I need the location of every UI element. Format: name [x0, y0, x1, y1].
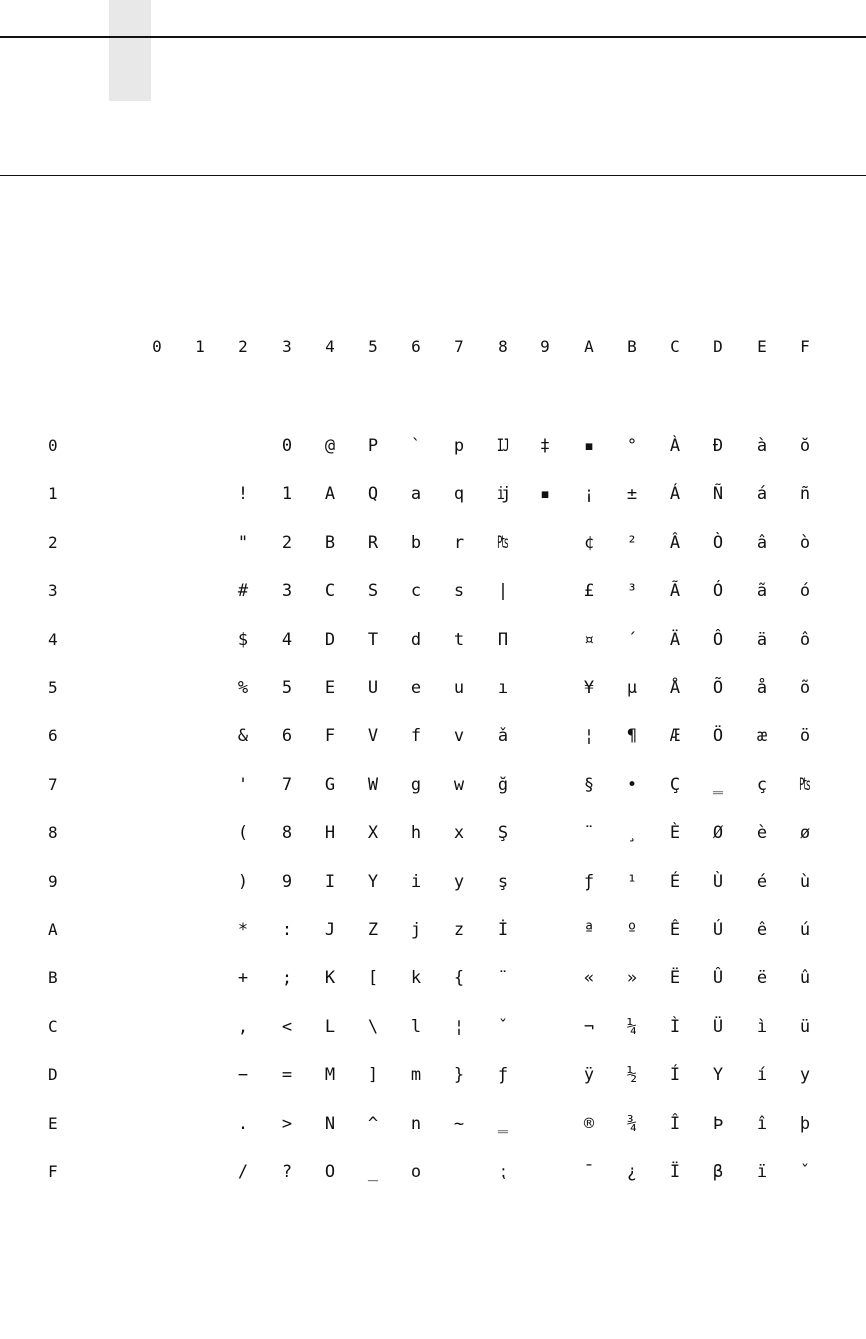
character-cell: L — [324, 1017, 336, 1037]
character-cell: ¨ — [583, 823, 595, 843]
row-header: 4 — [48, 630, 58, 649]
character-cell: Â — [669, 533, 681, 553]
character-cell: ¸ — [626, 823, 638, 843]
character-cell: s — [453, 581, 465, 601]
character-cell: í — [756, 1065, 768, 1085]
character-cell: @ — [324, 436, 336, 456]
character-cell: á — [756, 484, 768, 504]
character-cell: Ò — [712, 533, 724, 553]
character-cell: £ — [583, 581, 595, 601]
character-cell: e — [410, 678, 422, 698]
character-cell: ğ — [497, 775, 509, 795]
character-cell: Ë — [669, 968, 681, 988]
character-cell: z — [453, 920, 465, 940]
column-header: 0 — [152, 337, 162, 356]
character-cell: G — [324, 775, 336, 795]
row-header: 2 — [48, 533, 58, 552]
character-cell: ? — [281, 1162, 293, 1182]
character-cell: c — [410, 581, 422, 601]
character-cell: t — [453, 630, 465, 650]
character-cell: ¿ — [626, 1162, 638, 1182]
character-cell: ä — [756, 630, 768, 650]
character-cell: y — [453, 872, 465, 892]
character-cell: ¹ — [626, 872, 638, 892]
character-cell: . — [237, 1114, 249, 1134]
character-cell: ù — [799, 872, 811, 892]
character-cell: ( — [237, 823, 249, 843]
character-cell: « — [583, 968, 595, 988]
character-cell: % — [237, 678, 249, 698]
character-cell: j — [410, 920, 422, 940]
character-cell: ‗ — [497, 1114, 509, 1134]
character-cell: f — [410, 726, 422, 746]
character-cell: m — [410, 1065, 422, 1085]
character-cell: w — [453, 775, 465, 795]
character-cell: ³ — [626, 581, 638, 601]
character-cell: 9 — [281, 872, 293, 892]
character-cell: ÿ — [583, 1065, 595, 1085]
character-cell: ¬ — [583, 1017, 595, 1037]
character-cell: K — [324, 968, 336, 988]
character-cell: F — [324, 726, 336, 746]
character-cell: p — [453, 436, 465, 456]
character-cell: é — [756, 872, 768, 892]
character-cell: Ç — [669, 775, 681, 795]
character-cell: & — [237, 726, 249, 746]
character-cell: ¼ — [626, 1017, 638, 1037]
character-cell: à — [756, 436, 768, 456]
character-cell: Î — [669, 1114, 681, 1134]
character-cell: 5 — [281, 678, 293, 698]
character-cell: ì — [756, 1017, 768, 1037]
character-cell: X — [367, 823, 379, 843]
character-cell: ¤ — [583, 630, 595, 650]
character-cell: ç — [756, 775, 768, 795]
character-cell: i — [410, 872, 422, 892]
character-cell: ¥ — [583, 678, 595, 698]
character-cell: Á — [669, 484, 681, 504]
character-cell: ˇ — [799, 1162, 811, 1182]
character-cell: o — [410, 1162, 422, 1182]
character-cell: µ — [626, 678, 638, 698]
character-cell: ¦ — [453, 1017, 465, 1037]
character-cell: ë — [756, 968, 768, 988]
character-cell: Ù — [712, 872, 724, 892]
character-cell: ¦ — [583, 726, 595, 746]
character-cell: ş — [497, 872, 509, 892]
character-cell: q — [453, 484, 465, 504]
character-cell: Ĳ — [497, 436, 509, 456]
character-cell: k — [410, 968, 422, 988]
character-cell: _ — [367, 1162, 379, 1182]
character-cell: Í — [669, 1065, 681, 1085]
character-cell: * — [237, 920, 249, 940]
character-cell: Û — [712, 968, 724, 988]
character-cell: Ö — [712, 726, 724, 746]
row-header: E — [48, 1114, 58, 1133]
character-cell: § — [583, 775, 595, 795]
character-cell: r — [453, 533, 465, 553]
character-cell: " — [237, 533, 249, 553]
character-cell: x — [453, 823, 465, 843]
column-header: D — [713, 337, 723, 356]
character-cell: ‡ — [539, 436, 551, 456]
character-cell: 7 — [281, 775, 293, 795]
character-cell: u — [453, 678, 465, 698]
character-cell: Ñ — [712, 484, 724, 504]
character-cell: C — [324, 581, 336, 601]
character-cell: û — [799, 968, 811, 988]
character-cell: • — [626, 775, 638, 795]
character-cell: β — [712, 1162, 724, 1182]
row-header: 3 — [48, 581, 58, 600]
row-header: A — [48, 920, 58, 939]
character-cell: | — [497, 581, 509, 601]
character-cell: Ê — [669, 920, 681, 940]
character-cell: Z — [367, 920, 379, 940]
character-cell: è — [756, 823, 768, 843]
character-cell: ô — [799, 630, 811, 650]
character-cell: > — [281, 1114, 293, 1134]
character-cell: ₧ — [799, 775, 811, 795]
character-cell: ! — [237, 484, 249, 504]
column-header: 4 — [325, 337, 335, 356]
character-cell: ´ — [626, 630, 638, 650]
column-header: A — [584, 337, 594, 356]
character-cell: 1 — [281, 484, 293, 504]
character-cell: Ì — [669, 1017, 681, 1037]
character-cell: O — [324, 1162, 336, 1182]
character-cell: S — [367, 581, 379, 601]
character-cell: Ð — [712, 436, 724, 456]
character-cell: ₧ — [497, 533, 509, 553]
character-cell: Ú — [712, 920, 724, 940]
column-header: E — [757, 337, 767, 356]
character-cell: æ — [756, 726, 768, 746]
character-cell: B — [324, 533, 336, 553]
character-cell: − — [237, 1065, 249, 1085]
character-cell: Ô — [712, 630, 724, 650]
character-cell: W — [367, 775, 379, 795]
character-cell: ¢ — [583, 533, 595, 553]
character-cell: R — [367, 533, 379, 553]
character-cell: À — [669, 436, 681, 456]
character-cell: n — [410, 1114, 422, 1134]
column-header: C — [670, 337, 680, 356]
row-header: 9 — [48, 872, 58, 891]
character-cell: # — [237, 581, 249, 601]
character-cell: þ — [799, 1114, 811, 1134]
character-cell: ² — [626, 533, 638, 553]
section-rule — [0, 175, 866, 176]
character-cell: A — [324, 484, 336, 504]
character-cell: b — [410, 533, 422, 553]
row-header: 5 — [48, 678, 58, 697]
character-cell: å — [756, 678, 768, 698]
character-cell: ü — [799, 1017, 811, 1037]
character-cell: Ã — [669, 581, 681, 601]
character-cell: ‗ — [712, 775, 724, 795]
character-cell: ĳ — [497, 484, 509, 504]
character-cell: ê — [756, 920, 768, 940]
character-cell: ø — [799, 823, 811, 843]
character-cell: < — [281, 1017, 293, 1037]
row-header: 7 — [48, 775, 58, 794]
character-cell: Y — [367, 872, 379, 892]
character-cell: ª — [583, 920, 595, 940]
character-cell: ƒ — [583, 872, 595, 892]
character-cell: Π — [497, 630, 509, 650]
character-cell: ▪ — [539, 484, 551, 504]
character-cell: ò — [799, 533, 811, 553]
character-cell: Ó — [712, 581, 724, 601]
character-cell: ~ — [453, 1114, 465, 1134]
character-cell: ó — [799, 581, 811, 601]
character-cell: 2 — [281, 533, 293, 553]
character-cell: l — [410, 1017, 422, 1037]
character-cell: a — [410, 484, 422, 504]
column-header: 9 — [540, 337, 550, 356]
character-cell: 3 — [281, 581, 293, 601]
character-cell: ˇ — [497, 1017, 509, 1037]
column-header: 7 — [454, 337, 464, 356]
character-cell: ; — [281, 968, 293, 988]
character-cell: Æ — [669, 726, 681, 746]
character-cell: » — [626, 968, 638, 988]
column-header: 3 — [282, 337, 292, 356]
row-header: C — [48, 1017, 58, 1036]
character-cell: Y — [712, 1065, 724, 1085]
character-cell: N — [324, 1114, 336, 1134]
character-cell: ñ — [799, 484, 811, 504]
character-cell: y — [799, 1065, 811, 1085]
character-cell: { — [453, 968, 465, 988]
character-cell: ¾ — [626, 1114, 638, 1134]
column-header: B — [627, 337, 637, 356]
row-header: 6 — [48, 726, 58, 745]
character-cell: ▪ — [583, 436, 595, 456]
character-cell: ^ — [367, 1114, 379, 1134]
character-cell: U — [367, 678, 379, 698]
character-cell: Ü — [712, 1017, 724, 1037]
character-cell: / — [237, 1162, 249, 1182]
row-header: 8 — [48, 823, 58, 842]
column-header: 8 — [498, 337, 508, 356]
chapter-tab — [109, 0, 151, 101]
character-cell: ± — [626, 484, 638, 504]
character-cell: ) — [237, 872, 249, 892]
character-cell: + — [237, 968, 249, 988]
character-cell: D — [324, 630, 336, 650]
header-rule — [0, 36, 866, 38]
character-cell: Þ — [712, 1114, 724, 1134]
character-cell: Ş — [497, 823, 509, 843]
character-cell: 4 — [281, 630, 293, 650]
character-cell: ŏ — [799, 436, 811, 456]
character-cell: ¡ — [583, 484, 595, 504]
character-cell: Ï — [669, 1162, 681, 1182]
character-cell: ° — [626, 436, 638, 456]
character-cell: É — [669, 872, 681, 892]
character-cell: ⁏ — [500, 1162, 506, 1182]
character-cell: = — [281, 1065, 293, 1085]
character-cell: $ — [237, 630, 249, 650]
character-cell: Å — [669, 678, 681, 698]
character-cell: î — [756, 1114, 768, 1134]
column-header: 5 — [368, 337, 378, 356]
character-cell: 6 — [281, 726, 293, 746]
character-cell: ƒ — [497, 1065, 509, 1085]
character-cell: º — [626, 920, 638, 940]
character-cell: İ — [497, 920, 509, 940]
character-cell: ã — [756, 581, 768, 601]
character-cell: ' — [237, 775, 249, 795]
column-header: 1 — [195, 337, 205, 356]
character-cell: ¨ — [497, 968, 509, 988]
character-cell: ] — [367, 1065, 379, 1085]
character-cell: ¯ — [583, 1162, 595, 1182]
row-header: B — [48, 968, 58, 987]
character-cell: \ — [367, 1017, 379, 1037]
character-cell: 0 — [281, 436, 293, 456]
character-cell: g — [410, 775, 422, 795]
character-cell: E — [324, 678, 336, 698]
character-cell: : — [281, 920, 293, 940]
character-cell: È — [669, 823, 681, 843]
character-cell: I — [324, 872, 336, 892]
character-cell: ` — [410, 436, 422, 456]
character-cell: õ — [799, 678, 811, 698]
character-cell: [ — [367, 968, 379, 988]
row-header: 0 — [48, 436, 58, 455]
character-cell: ® — [583, 1114, 595, 1134]
character-cell: ǎ — [497, 726, 509, 746]
row-header: D — [48, 1065, 58, 1084]
row-header: 1 — [48, 484, 58, 503]
character-cell: T — [367, 630, 379, 650]
character-cell: h — [410, 823, 422, 843]
character-cell: ï — [756, 1162, 768, 1182]
character-cell: v — [453, 726, 465, 746]
character-cell: P — [367, 436, 379, 456]
character-cell: J — [324, 920, 336, 940]
character-cell: ö — [799, 726, 811, 746]
character-cell: , — [237, 1017, 249, 1037]
character-cell: Q — [367, 484, 379, 504]
character-cell: } — [453, 1065, 465, 1085]
character-cell: Ä — [669, 630, 681, 650]
character-cell: ½ — [626, 1065, 638, 1085]
character-cell: Ø — [712, 823, 724, 843]
column-header: F — [800, 337, 810, 356]
character-cell: d — [410, 630, 422, 650]
character-cell: H — [324, 823, 336, 843]
character-cell: ¶ — [626, 726, 638, 746]
character-cell: 8 — [281, 823, 293, 843]
character-cell: â — [756, 533, 768, 553]
column-header: 6 — [411, 337, 421, 356]
row-header: F — [48, 1162, 58, 1181]
character-cell: ı — [497, 678, 509, 698]
column-header: 2 — [238, 337, 248, 356]
character-cell: Õ — [712, 678, 724, 698]
character-cell: V — [367, 726, 379, 746]
character-cell: ú — [799, 920, 811, 940]
character-cell: M — [324, 1065, 336, 1085]
